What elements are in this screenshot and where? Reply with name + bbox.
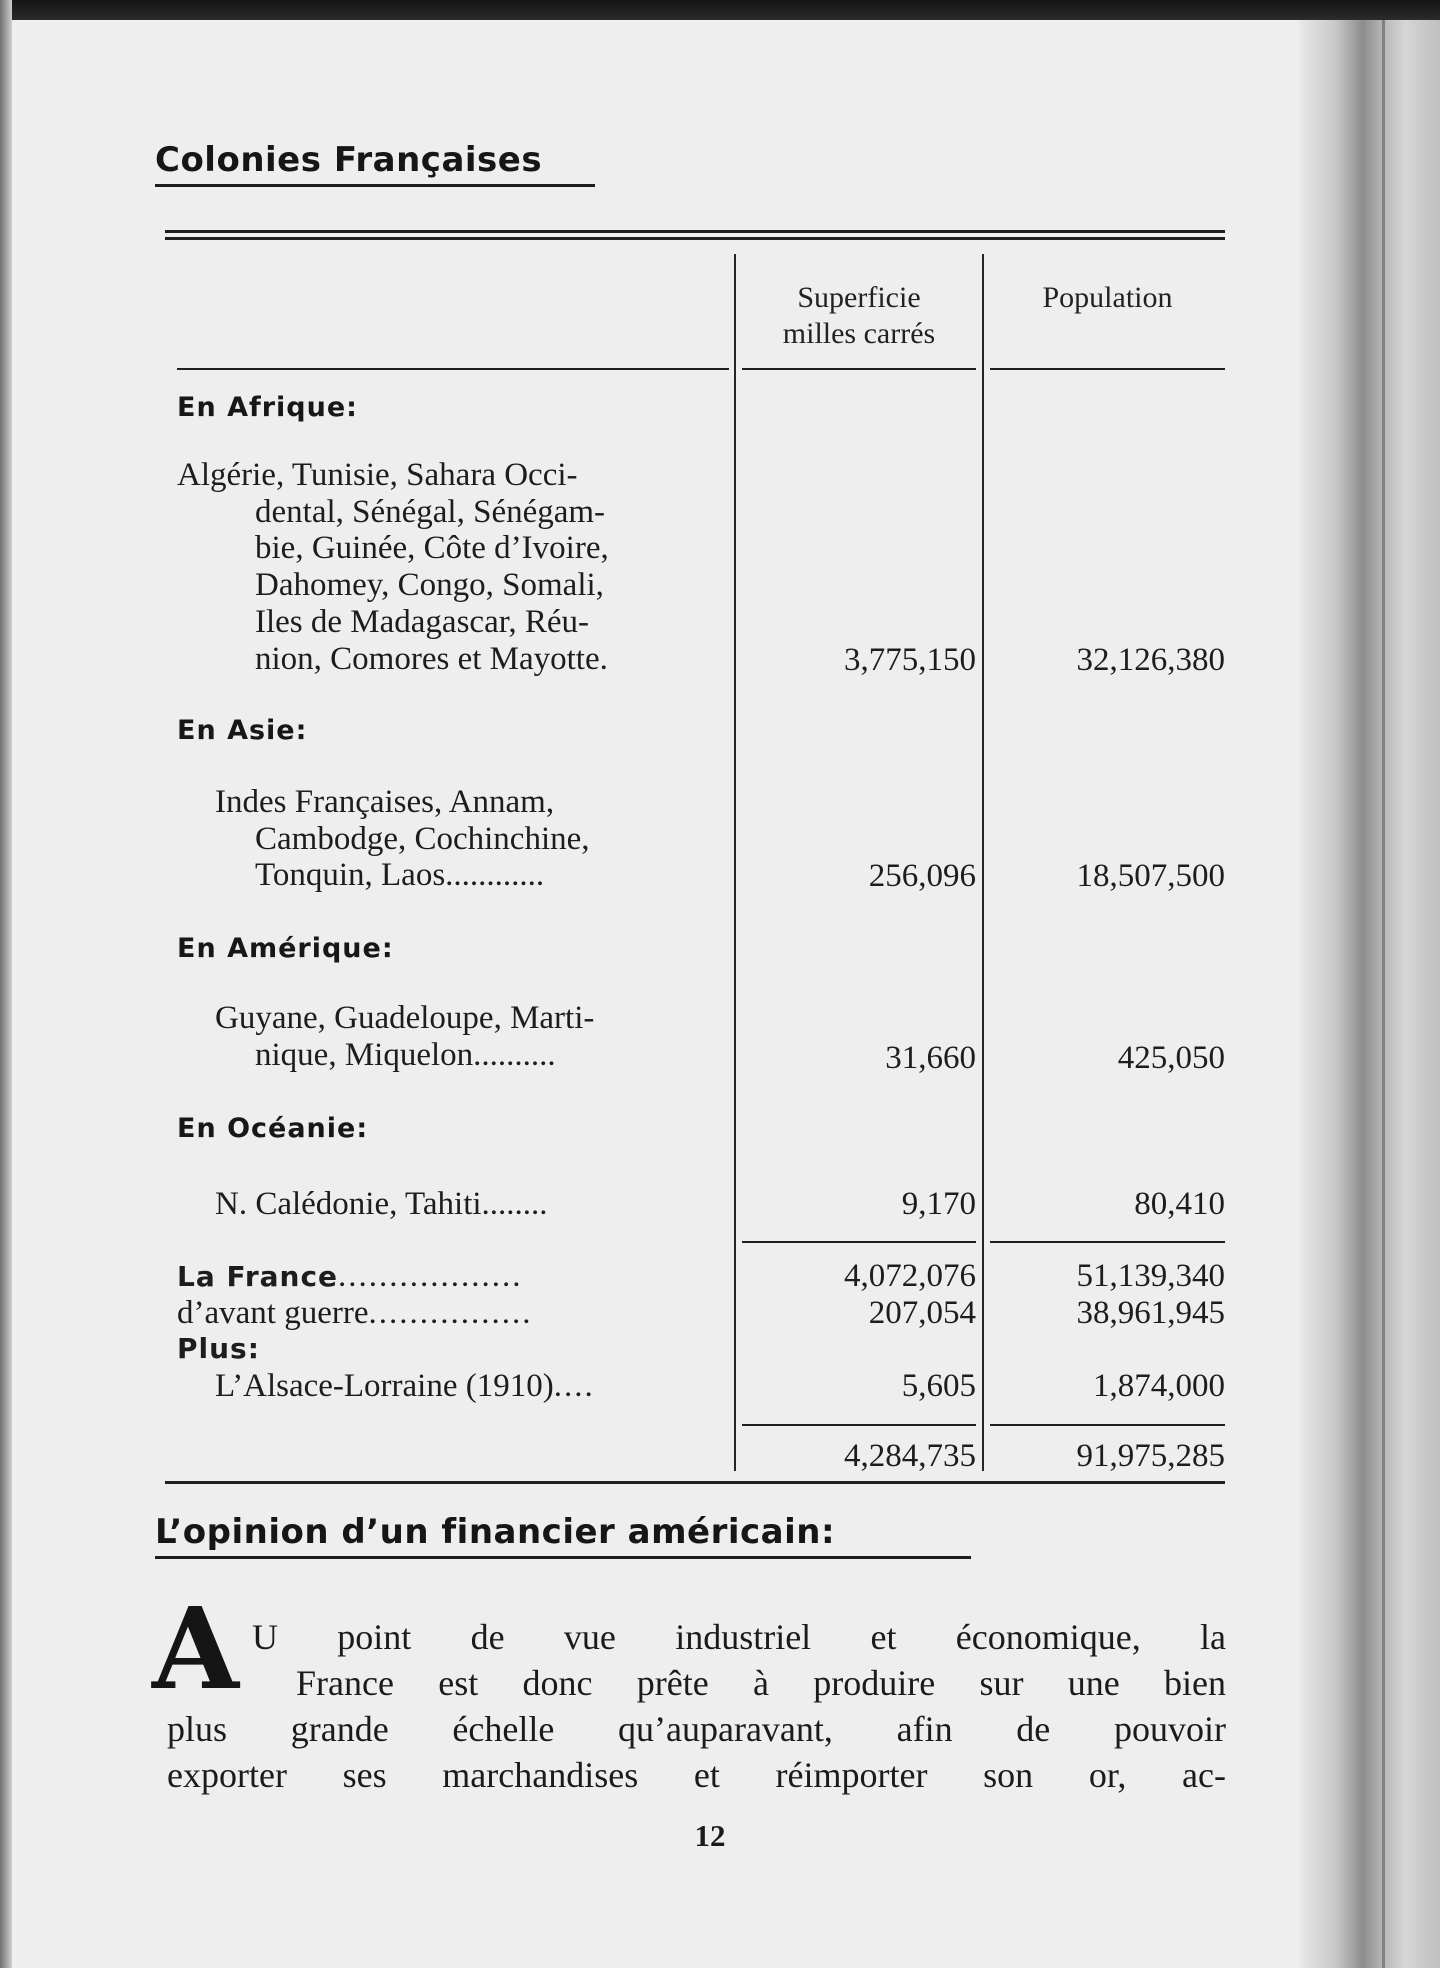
region-afrique-heading: En Afrique: (177, 392, 358, 423)
paragraph-line-4: exporter ses marchandises et réimporter son or, ac- (167, 1755, 1226, 1795)
desc-line: Iles de Madagascar, Réu- (255, 603, 590, 640)
summary-row-avant-guerre (177, 1295, 532, 1331)
page-left-edge (0, 0, 12, 1968)
value-amerique-superficie: 31,660 (885, 1040, 976, 1076)
summary-label: La France (177, 1260, 339, 1293)
value-amerique-population: 425,050 (1117, 1040, 1225, 1076)
header-underline-superficie (742, 368, 976, 370)
desc-line: Indes Françaises, Annam, (215, 784, 555, 820)
value-alsace-population: 1,874,000 (1093, 1368, 1225, 1404)
page-top-edge (0, 0, 1440, 20)
book-spine (1300, 20, 1440, 1968)
region-oceanie-description (215, 1186, 729, 1223)
drop-cap: A (152, 1584, 239, 1715)
desc-line: dental, Sénégal, Sénégam- (255, 493, 606, 530)
desc-line: Dahomey, Congo, Somali, (255, 567, 604, 604)
region-asie-heading: En Asie: (177, 715, 308, 746)
value-oceanie-population: 80,410 (1134, 1186, 1225, 1222)
total-rule-superficie (742, 1424, 976, 1426)
header-superficie-label: Superficie (797, 281, 921, 314)
region-amerique-description (215, 1000, 729, 1073)
paragraph-line-3: plus grande échelle qu’auparavant, afin de pouvoir (167, 1709, 1226, 1749)
value-afrique-population: 32,126,380 (1076, 642, 1225, 678)
subtotal-rule-population (990, 1241, 1225, 1243)
desc-line: Cambodge, Cochinchine, (255, 820, 590, 857)
header-population: Population (1042, 281, 1173, 314)
summary-row-alsace-lorraine (215, 1368, 595, 1404)
table-column-divider-2 (982, 254, 984, 1471)
desc-line: nique, Miquelon.......... (255, 1036, 556, 1073)
desc-line: N. Calédonie, Tahiti........ (215, 1186, 548, 1222)
desc-line: Tonquin, Laos............ (255, 857, 545, 894)
summary-row-plus (177, 1330, 260, 1367)
desc-line: nion, Comores et Mayotte. (255, 640, 608, 677)
summary-label: d’avant guerre (177, 1295, 369, 1331)
header-superficie-unit: milles carrés (782, 317, 936, 350)
value-oceanie-superficie: 9,170 (901, 1186, 976, 1222)
value-alsace-superficie: 5,605 (901, 1368, 976, 1404)
region-amerique-heading: En Amérique: (177, 933, 394, 964)
summary-label: L’Alsace-Lorraine (1910) (215, 1368, 554, 1404)
desc-line: Algérie, Tunisie, Sahara Occi- (177, 457, 578, 493)
value-total-population: 91,975,285 (1076, 1438, 1225, 1474)
subtotal-rule-superficie (742, 1241, 976, 1243)
table-top-double-rule (165, 230, 1225, 240)
header-underline-description (177, 368, 729, 370)
value-la-france-superficie: 4,072,076 (844, 1258, 976, 1294)
header-underline-population (990, 368, 1225, 370)
value-asie-superficie: 256,096 (868, 858, 976, 894)
paragraph-line-2: France est donc prête à produire sur une bien (296, 1663, 1226, 1703)
table-column-divider-1 (734, 254, 736, 1471)
region-afrique-description (177, 457, 729, 677)
value-la-france-population: 51,139,340 (1076, 1258, 1225, 1294)
value-avant-guerre-superficie: 207,054 (868, 1295, 976, 1331)
desc-line: Guyane, Guadeloupe, Marti- (215, 1000, 595, 1036)
leader-dots: .... (553, 1368, 595, 1404)
total-rule-population (990, 1424, 1225, 1426)
region-asie-description (215, 784, 729, 894)
table-bottom-rule (165, 1481, 1225, 1484)
summary-row-la-france (177, 1258, 523, 1295)
spine-fold-line (1382, 20, 1385, 1968)
desc-line: bie, Guinée, Côte d’Ivoire, (255, 530, 609, 567)
section-title-opinion: L’opinion d’un financier américain: (155, 1512, 971, 1559)
leader-dots: ................ (368, 1295, 533, 1331)
summary-label: Plus: (177, 1332, 260, 1365)
value-avant-guerre-population: 38,961,945 (1076, 1295, 1225, 1331)
value-asie-population: 18,507,500 (1076, 858, 1225, 894)
leader-dots: .................. (338, 1258, 523, 1294)
value-total-superficie: 4,284,735 (844, 1438, 976, 1474)
region-oceanie-heading: En Océanie: (177, 1113, 369, 1144)
page-number: 12 (694, 1818, 726, 1853)
header-superficie (742, 280, 976, 352)
section-title-colonies: Colonies Françaises (155, 140, 595, 187)
value-afrique-superficie: 3,775,150 (844, 642, 976, 678)
paragraph-line-1: U point de vue industriel et économique, la (252, 1617, 1226, 1657)
